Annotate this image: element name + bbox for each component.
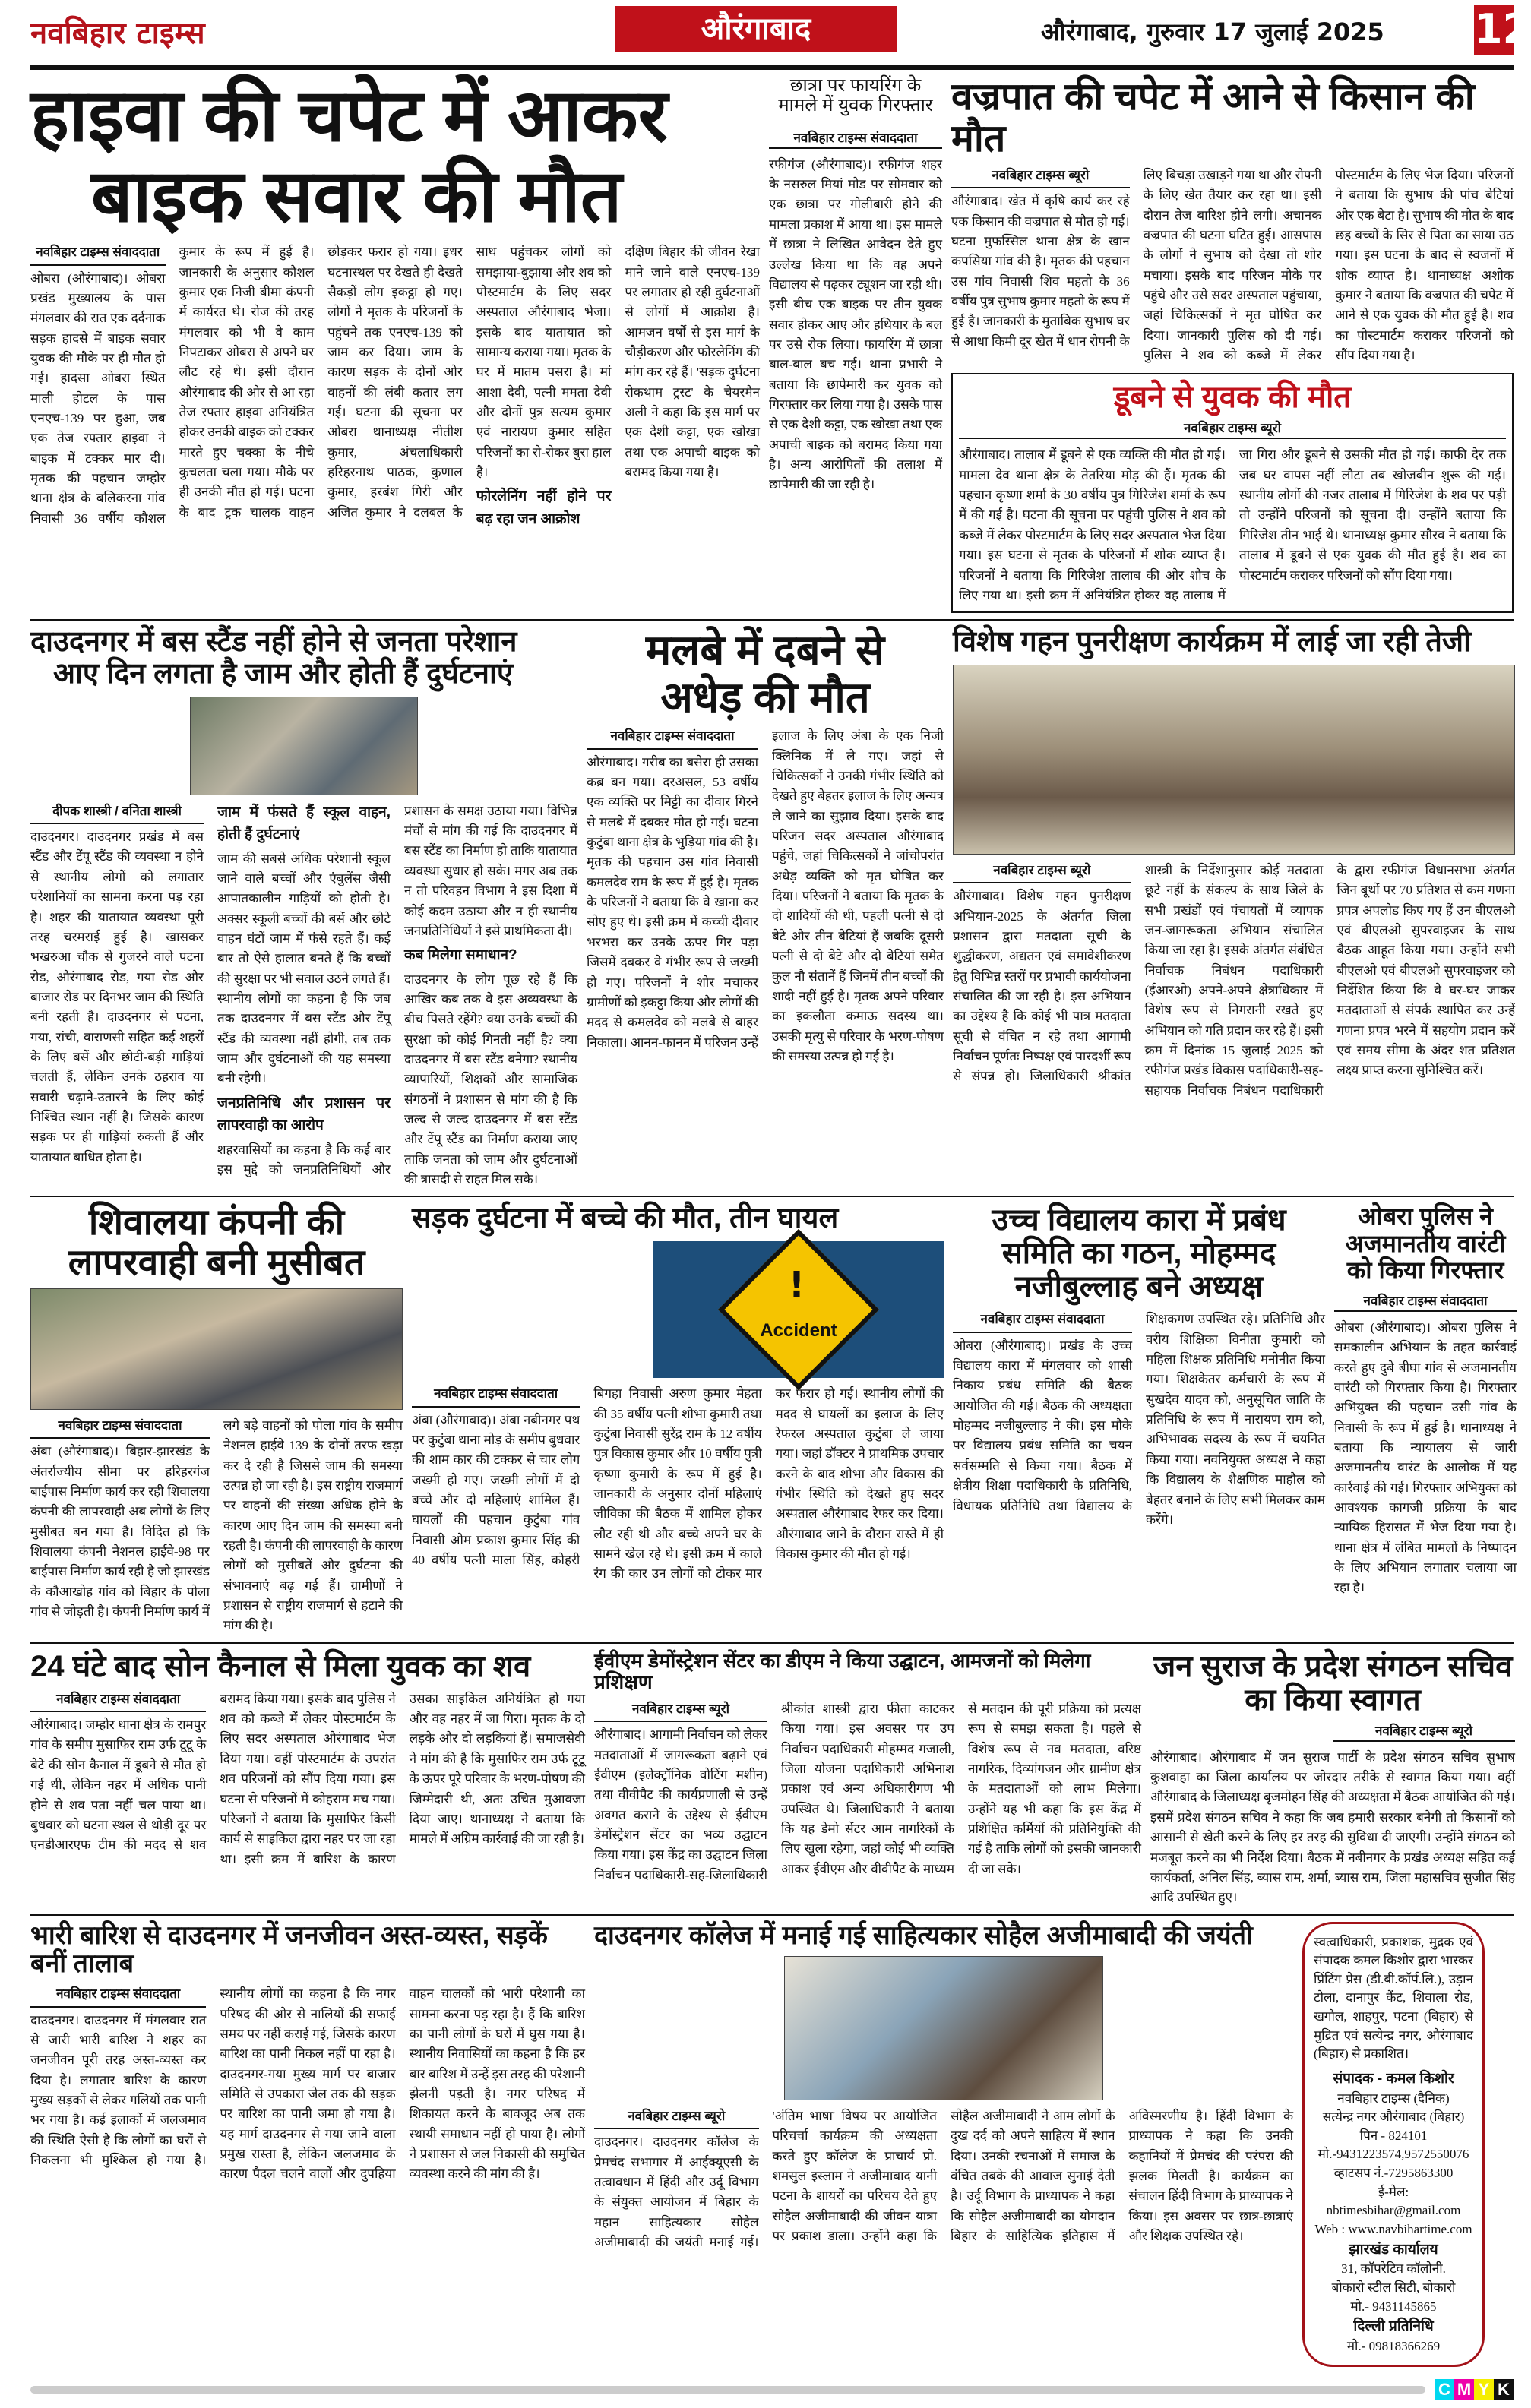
headline: हाइवा की चपेट में आकर (30, 75, 668, 156)
story-college (594, 1922, 1293, 2253)
imprint-email[interactable]: ई-मेल: nbtimesbihar@gmail.com (1326, 2184, 1461, 2218)
body-text: दाउदनगर। दाउदनगर कॉलेज के प्रेमचंद सभागार में आईक्यूएसी के तत्वावधान में हिंदी और उर्दू विभाग के संयुक्त आयोजन में बिहार के महान साहित्यकार सोहैल अजीमाबादी की जयंती मनाई गई। 'अंतिम भाषा' विषय पर आयोजित परिचर्चा कार्यक्रम की अध्यक्षता करते हुए कॉलेज के प्राचार्य प्रो. शमसुल इस्लाम ने अजीमाबाद यानी पटना के शायरों का परिचय देते हुए सोहैल अजीमाबादी की जीवन यात्रा पर प्रकाश डाला। उन्होंने कहा कि सोहैल अजीमाबादी ने आम लोगों के दुख दर्द को अपने साहित्य में स्थान दिया। उनकी रचनाओं में समाज के वंचित तबके की आवाज सुनाई देती है। उर्दू विभाग के प्राध्यापक ने कहा कि सोहैल अजीमाबादी का योगदान बिहार के साहित्यिक इतिहास में अविस्मरणीय है। हिंदी विभाग के प्राध्यापक ने कहा कि उनकी कहानियों में प्रेमचंद की परंपरा की झलक मिलती है। कार्यक्रम का संचालन हिंदी विभाग के प्राध्यापक ने किया। इस अवसर पर छात्र-छात्राएं और शिक्षक उपस्थित रहे। (594, 2108, 1293, 2249)
story-body (594, 1699, 1141, 1885)
byline: नवबिहार टाइम्स ब्यूरो (953, 861, 1131, 883)
imprint-text: स्वत्वाधिकारी, प्रकाशक, मुद्रक एवं संपादक कमल किशोर द्वारा भास्कर प्रिंटिंग प्रेस (डी.बी.कॉर्प.लि.), उड़ान टोला, दानापुर कैंट, शिवाला रोड, खगौल, शाहपुर, पटना (बिहार) से मुद्रित एवं सत्येन्द्र नगर, औरंगाबाद (बिहार) से प्रकाशित। (1314, 1934, 1473, 2062)
byline: नवबिहार टाइम्स संवाददाता (30, 1416, 210, 1439)
subheading: जनप्रतिनिधि और प्रशासन पर लापरवाही का आरोप (217, 1095, 391, 1134)
imprint-whatsapp: व्हाटसप नं.-7295863300 (1333, 2166, 1454, 2181)
byline: नवबिहार टाइम्स संवाददाता (30, 1984, 206, 2007)
imprint-jh-address: 31, कॉपरेटिव कॉलोनी. (1341, 2261, 1446, 2277)
newspaper-name: नवबिहार टाइम्स (30, 16, 205, 51)
story-barish (30, 1922, 585, 2185)
imprint-jh-mobile: मो.- 9431145865 (1350, 2299, 1437, 2314)
section-label: औरंगाबाद (615, 6, 897, 52)
story-body: रफीगंज (औरंगाबाद)। रफीगंज शहर के नसरुल मियां मोड पर सोमवार को एक छात्रा पर गोलीबारी होने की मामला प्रकाश में आया था। इस मामले में छात्रा ने लिखित आवेदन देते हुए उल्लेख किया था कि वह अपने विद्यालय से पढ़कर ट्यूशन जा रही थी। इसी बीच एक बाइक पर तीन युवक सवार होकर आए और हथियार के बल पर उसे रोक लिया। फायरिंग में छात्रा बाल-बाल बच गई। थाना प्रभारी ने बताया कि छापेमारी कर युवक को गिरफ्तार कर लिया गया है। उसके पास से एक देशी कट्टा, एक खोखा तथा एक अपाची बाइक को बरामद किया गया है। अन्य आरोपितों की तलाश में छापेमारी की जा रही है। (769, 156, 942, 492)
story-body (953, 1310, 1325, 1530)
row-2 (30, 627, 1514, 1197)
story-body (30, 1984, 585, 2184)
headline: डूबने से युवक की मौत (1113, 381, 1352, 415)
story-body (587, 726, 944, 1067)
story-haiva (30, 76, 760, 530)
story-body: ओबरा (औरंगाबाद)। ओबरा पुलिस ने समकालीन अभियान के तहत कार्रवाई करते हुए दुबे बीघा गांव से अजमानतीय वारंटी को गिरफ्तार किया है। गिरफ्तार अभियुक्त की पहचान उसी गांव के निवासी के रूप में हुई है। थानाध्यक्ष ने बताया कि न्यायालय से जारी अजमानतीय वारंट के आलोक में यह कार्रवाई की गई। गिरफ्तार अभियुक्त को आवश्यक कागजी प्रक्रिया के बाद न्यायिक हिरासत में भेज दिया गया है। थाना क्षेत्र में लंबित मामलों के निष्पादन के लिए अभियान लगातार चलाया जा रहा है। (1334, 1319, 1517, 1595)
story-body (412, 1384, 944, 1584)
body-text: दाउदनगर के लोग पूछ रहे हैं कि आखिर कब तक वे इस अव्यवस्था के बीच पिसते रहेंगे? क्या उनके बच्चों की सुरक्षा को कोई गिनती नहीं है? क्या दाउदनगर में बस स्टैंड बनेगा? स्थानीय व्यापारियों, शिक्षकों और सामाजिक संगठनों ने प्रशासन से मांग की है कि जल्द से जल्द दाउदनगर में बस स्टैंड और टेंपू स्टैंड का निर्माण कराया जाए ताकि जनता को जाम और दुर्घटनाओं की त्रासदी से राहत मिल सके। (404, 972, 577, 1187)
headline: विशेष गहन पुनरीक्षण कार्यक्रम में लाई जा रही तेजी (953, 626, 1471, 659)
story-doobne (951, 373, 1514, 613)
body-text: दाउदनगर। दाउदनगर में मंगलवार रात से जारी भारी बारिश ने शहर का जनजीवन पूरी तरह अस्त-व्यस्त कर दिया है। लगातार बारिश के कारण मुख्य सड़कों से लेकर गलियों तक पानी भर गया है। कई इलाकों में जलजमाव की स्थिति ऐसी है कि लोगों का घरों से निकलना भी मुश्किल हो गया है। स्थानीय लोगों का कहना है कि नगर परिषद की ओर से नालियों की सफाई समय पर नहीं कराई गई, जिसके कारण बारिश का पानी निकल नहीं पा रहा है। दाउदनगर-गया मुख्य मार्ग पर बाजार समिति से उपकारा जेल तक की सड़क पर बारिश का पानी जमा हो गया है। यह मार्ग दाउदनगर से गया जाने वाला प्रमुख रास्ता है, लेकिन जलजमाव के कारण पैदल चलने वालों और दुपहिया वाहन चालकों को भारी परेशानी का सामना करना पड़ रहा है। हैं कि बारिश का पानी लोगों के घरों में घुस गया है। स्थानीय निवासियों का कहना है कि हर बार बारिश में उन्हें इस तरह की परेशानी झेलनी पड़ती है। नगर परिषद में शिकायत करने के बावजूद अब तक स्थायी समाधान नहीं हो पाया है। लोगों ने प्रशासन से जल निकासी की समुचित व्यवस्था करने की मांग की है। (30, 1986, 585, 2182)
headline: भारी बारिश से दाउदनगर में जनजीवन अस्त-व्यस्त, सड़कें बनीं तालाब (30, 1920, 548, 1978)
headline: ईवीएम डेमोंस्ट्रेशन सेंटर का डीएम ने किया उद्घाटन, आमजनों को मिलेगा प्रशिक्षण (594, 1648, 1091, 1694)
imprint-jh-office: झारखंड कार्यालय (1349, 2241, 1438, 2258)
body-text: औरंगाबाद। खेत में कृषि कार्य कर रहे एक किसान की वज्रपात से मौत हो गई। घटना मुफस्सिल थाना क्षेत्र के खान कपसिया गांव की है। मृतक की पहचान उस गांव निवासी शिव महतो के 36 वर्षीय पुत्र सुभाष कुमार महतो के रूप में हुई है। जानकारी के मुताबिक सुभाष घर से आधा किमी दूर खेत में धान रोपनी के लिए बिचड़ा उखाड़ने गया था और रोपनी के लिए खेत तैयार कर रहा था। इसी दौरान तेज बारिश होने लगी। अचानक वज्रपात की घटना घटित हुई। आसपास के लोगों ने सुभाष को देखा तो शोर मचाया। इसके बाद परिजन मौके पर पहुंचे और उसे सदर अस्पताल पहुंचाया, जहां चिकित्सकों ने मृत घोषित कर दिया। जानकारी पुलिस को दी गई। पुलिस ने शव को कब्जे में लेकर पोस्टमार्टम के लिए भेज दिया। परिजनों ने बताया कि सुभाष की पांच बेटियां और एक बेटा है। सुभाष की मौत के बाद छह बच्चों के सिर से पिता का साया उठ गया। इस घटना के बाद से स्वजनों में शोक व्याप्त है। थानाध्यक्ष अशोक कुमार ने बताया कि वज्रपात की चपेट में आने से एक युवक की मौत हुई है। शव का पोस्टमार्टम कराकर परिजनों को सौंप दिया गया है। (951, 168, 1514, 363)
body-text: जाम की सबसे अधिक परेशानी स्कूल जाने वाले बच्चों और एंबुलेंस जैसी आपातकालीन गाड़ियों को होती है। अक्सर स्कूली बच्चों की बसें और छोटे वाहन घंटों जाम में फंसे रहते हैं। कई बार तो ऐसे हालात बनते हैं कि बच्चों की सुरक्षा पर भी सवाल उठने लगते हैं। स्थानीय लोगों का कहना है कि जब तक दाउदनगर में बस स्टैंड और टेंपू स्टैंड की व्यवस्था नहीं होगी, तब तक जाम और दुर्घटनाओं की यह समस्या बनी रहेगी। (217, 851, 391, 1086)
story-body: औरंगाबाद। औरंगाबाद में जन सुराज पार्टी के प्रदेश संगठन सचिव सुभाष कुशवाहा का जिला कार्यालय पर जोरदार तरीके से स्वागत किया गया। वहीं औरंगाबाद के जिलाध्यक्ष बृजमोहन सिंह की अध्यक्षता में बैठक आयोजित की गई। इसमें प्रदेश संगठन सचिव ने कहा कि जब हमारी सरकार बनेगी तो किसानों को आसानी से खेती करने के लिए हर तरह की सुविधा दी जाएगी। उन्होंने संगठन को मजबूत करने का भी निर्देश दिया। बैठक में नबीनगर के प्रखंड अध्यक्ष सहित कई कार्यकर्ता, अनिल सिंह, ब्यास राम, शर्मा, ब्यास राम, जिला महासचिव सुजीत सिंह आदि उपस्थित हुए। (1150, 1749, 1515, 1905)
row-1 (30, 76, 1514, 621)
cmyk-y: Y (1474, 2379, 1494, 2400)
headline: शिवालया कंपनी की लापरवाही बनी मुसीबत (68, 1202, 365, 1284)
byline: नवबिहार टाइम्स संवाददाता (30, 1689, 206, 1712)
warning-icon: ! (789, 1264, 805, 1306)
byline: नवबिहार टाइम्स संवाददाता (30, 242, 166, 265)
headline: ओबरा पुलिस ने अजमानतीय वारंटी को किया गिरफ्तार (1345, 1202, 1506, 1284)
right-column-group (951, 76, 1514, 613)
story-body (594, 2106, 1293, 2252)
byline: नवबिहार टाइम्स ब्यूरो (594, 2106, 759, 2129)
cmyk-registration-mark (1435, 2379, 1514, 2400)
imprint-web[interactable]: Web : www.navbihartime.com (1314, 2222, 1472, 2237)
byline: नवबिहार टाइम्स संवाददाता (1334, 1291, 1517, 1312)
kicker-headline: छात्रा पर फायरिंग के मामले में युवक गिरफ्तार (778, 75, 933, 116)
dateline: औरंगाबाद, गुरुवार 17 जुलाई 2025 (1041, 17, 1384, 46)
body-text: औरंगाबाद। जम्होर थाना क्षेत्र के रामपुर गांव के समीप मुसाफिर राम उर्फ टूटू के बेटे की सोन कैनाल में डूबने से मौत हो गई थी, लेकिन नहर में अधिक पानी होने से शव पता नहीं चल पाया था। बुधवार को घटना स्थल से थोड़ी दूर पर एनडीआरएफ टीम की मदद से शव बरामद किया गया। इसके बाद पुलिस ने शव को कब्जे में लेकर पोस्टमार्टम के लिए सदर अस्पताल औरंगाबाद भेज दिया गया। वहीं पोस्टमार्टम के उपरांत शव परिजनों को सौंप दिया गया। इस घटना से परिजनों में कोहराम मच गया। परिजनों ने बताया कि मुसाफिर किसी कार्य से साइकिल द्वारा नहर पर जा रहा था। इसी क्रम में बारिश के कारण उसका साइकिल अनियंत्रित हो गया और वह नहर में जा गिरा। मृतक के दो लड़के और दो लड़कियां हैं। समाजसेवी ने मांग की है कि मुसाफिर राम उर्फ टूटू के ऊपर पूरे परिवार के भरण-पोषण की जिम्मेदारी थी, अतः उचित मुआवजा दिया जाए। थानाध्यक्ष ने बताया कि मामले में अग्रिम कार्रवाई की जा रही है। (30, 1691, 585, 1866)
imprint-delhi: दिल्ली प्रतिनिधि (1353, 2318, 1434, 2335)
story-body (30, 1416, 403, 1636)
accident-label: Accident (760, 1320, 837, 1341)
byline: दीपक शास्त्री / वनिता शास्त्री (30, 801, 204, 824)
masthead (30, 0, 1531, 70)
imprint-editor: संपादक - कमल किशोर (1333, 2071, 1454, 2087)
body-text: दक्षिण बिहार की जीवन रेखा माने जाने वाले एनएच-139 पर लगातार हो रही दुर्घटनाओं से लोगों में आक्रोश है। आमजन वर्षों से इस मार्ग के चौड़ीकरण और फोरलेनिंग की मांग कर रहे हैं। 'सड़क दुर्घटना रोकथाम ट्रस्ट' के चेयरमैन अली ने कहा कि इस मार्ग पर एक देशी कट्टा, एक खोखा तथा एक अपाची बाइक को बरामद किया गया है। (625, 245, 760, 479)
story-malba (587, 627, 944, 1067)
body-text: औरंगाबाद। विशेष गहन पुनरीक्षण अभियान-2025 के अंतर्गत जिला प्रशासन द्वारा मतदाता सूची के शुद्धीकरण, अद्यतन एवं समावेशीकरण हेतु विभिन्न स्तरों पर प्रभावी कार्ययोजना संचालित की जा रही है। इस अभियान का उद्देश्य है कि कोई भी पात्र मतदाता सूची से वंचित न रहे तथा आगामी निर्वाचन पूर्णतः निष्पक्ष एवं पारदर्शी रूप से संपन्न हो। जिलाधिकारी श्रीकांत शास्त्री के निर्देशानुसार कोई मतदाता छूटे नहीं के संकल्प के साथ जिले के सभी प्रखंडों एवं पंचायतों में व्यापक जन-जागरूकता अभियान संचालित किया जा रहा है। इसके अंतर्गत संबंधित निर्वाचक निबंधन पदाधिकारी (ईआरओ) अपने-अपने क्षेत्राधिकार में विशेष रूप से निगरानी रखते हुए अभियान को गति प्रदान कर रहे हैं। इसी क्रम में दिनांक 15 जुलाई 2025 को रफीगंज प्रखंड विकास पदाधिकारी-सह-सहायक निर्वाचक निबंधन पदाधिकारी के द्वारा रफीगंज विधानसभा अंतर्गत जिन बूथों पर 70 प्रतिशत से कम गणना प्रपत्र अपलोड किए गए हैं उन बीएलओ एवं बीएलओ सुपरवाइजर के साथ बैठक आहूत किया गया। उन्होंने सभी बीएलओ एवं बीएलओ सुपरवाइजर को निर्देशित किया कि वे घर-घर जाकर मतदाताओं से संपर्क स्थापित कर उन्हें गणना प्रपत्र भरने में सहयोग प्रदान करें एवं समय सीमा के अंदर शत प्रतिशत लक्ष्य प्राप्त करना सुनिश्चित करें। (953, 862, 1515, 1098)
body-text: ओबरा (औरंगाबाद)। प्रखंड के उच्च विद्यालय कारा में मंगलवार को शासी निकाय प्रबंध समिति की बैठक आयोजित की गई। बैठक की अध्यक्षता मोहम्मद नजीबुल्लाह ने की। इस मौके पर विद्यालय प्रबंध समिति का चयन सर्वसम्मति से किया गया। बैठक में क्षेत्रीय शिक्षा पदाधिकारी के प्रतिनिधि, विधायक प्रतिनिधि तथा विद्यालय के शिक्षकगण उपस्थित रहे। प्रतिनिधि और वरीय शिक्षिका विनीता कुमारी को महिला शिक्षक प्रतिनिधि मनोनीत किया गया। शिक्षकेतर कर्मचारी के रूप में सुखदेव यादव को, अनुसूचित जाति के प्रतिनिधि के रूप में नारायण राम को, अभिभावक सदस्य के रूप में चयनित किया गया। नवनियुक्त अध्यक्ष ने कहा कि विद्यालय के शैक्षणिक माहौल को बेहतर बनाने के लिए सभी मिलकर काम करेंगे। (953, 1312, 1325, 1527)
story-shivalaya (30, 1203, 403, 1635)
story-kara (953, 1203, 1325, 1530)
byline: नवबिहार टाइम्स ब्यूरो (594, 1699, 767, 1722)
jam-photo (30, 1288, 403, 1410)
story-jansuraj (1150, 1650, 1515, 1908)
headline: आए दिन लगता है जाम और होती हैं दुर्घटनाएं (53, 657, 513, 690)
subheading: जाम में फंसते हैं स्कूल वाहन, होती हैं दुर्घटनाएं (217, 804, 391, 843)
body-text: अंबा (औरंगाबाद)। अंबा नबीनगर पथ पर कुटुंबा थाना मोड़ के समीप बुधवार की शाम कार की टक्कर से चार लोग जख्मी हो गए। जख्मी लोगों में दो बच्चे और दो महिलाएं शामिल हैं। घायलों की पहचान कुटुंबा गांव निवासी ओम प्रकाश कुमार सिंह की 40 वर्षीय पत्नी माला सिंह, कोहरी बिगहा निवासी अरुण कुमार मेहता की 35 वर्षीय पत्नी शोभा कुमारी तथा कुटुंबा निवासी सुरेंद्र राम के 12 वर्षीय पुत्र विकास कुमार और 10 वर्षीय पुत्री कृष्णा कुमारी के रूप में हुई है। जानकारी के अनुसार दोनों महिलाएं जीविका की बैठक में शामिल होकर लौट रही थी और बच्चे अपने घर के सामने खेल रहे थे। इसी क्रम में काले रंग की कार उन लोगों को टोकर मार कर फरार हो गई। स्थानीय लोगों की मदद से घायलों का इलाज के लिए रेफरल अस्पताल कुटुंबा ले जाया गया। जहां डॉक्टर ने प्राथमिक उपचार करने के बाद शोभा और विकास की गंभीर स्थिति को देखते हुए सदर अस्पताल औरंगाबाद रेफर कर दिया। औरंगाबाद जाने के दौरान रास्ते में ही विकास कुमार की मौत हो गई। (412, 1386, 944, 1582)
story-evm (594, 1650, 1141, 1885)
body-text: अंबा (औरंगाबाद)। बिहार-झारखंड के अंतर्राज्यीय सीमा पर हरिहरगंज बाईपास निर्माण कार्य कर रही शिवालया कंपनी की लापरवाही अब लोगों के लिए मुसीबत बन गया है। विदित हो कि शिवालया कंपनी नेशनल हाईवे-98 पर बाईपास निर्माण कार्य रही है जो झारखंड के कौआखोह गांव को बिहार के पोला गांव से जोड़ती है। कंपनी निर्माण कार्य में लगे बड़े वाहनों को पोला गांव के समीप नेशनल हाईवे 139 के दोनों तरफ खड़ा कर दे रही है जिससे जाम की समस्या उत्पन्न हो जा रही है। इस राष्ट्रीय राजमार्ग पर वाहनों की संख्या अधिक होने के कारण आए दिन जाम की समस्या बनी रहती है। कंपनी की लापरवाही के कारण लोगों को मुसीबतें और दुर्घटना की संभावनाएं बढ़ गई हैं। ग्रामीणों ने प्रशासन से राष्ट्रीय राजमार्ग से हटाने की मांग की है। (30, 1418, 403, 1633)
headline: दाउदनगर में बस स्टैंड नहीं होने से जनता परेशान (30, 626, 517, 659)
story-soncanal (30, 1650, 585, 1869)
college-event-photo (784, 1956, 1103, 2100)
headline: उच्च विद्यालय कारा में प्रबंध समिति का गठन, मोहम्मद नजीबुल्लाह बने अध्यक्ष (992, 1203, 1286, 1304)
imprint-box (1302, 1922, 1485, 2368)
subheading: फोरलेनिंग नहीं होने पर बढ़ रहा जन आक्रोश (476, 488, 612, 527)
row-3 (30, 1202, 1517, 1643)
body-text: शहरवासियों का कहना है कि कई बार इस मुद्दे को जनप्रतिनिधियों और प्रशासन के समक्ष उठाया गया। विभिन्न मंचों से मांग की गई कि दाउदनगर में बस स्टैंड का निर्माण हो ताकि यातायात व्यवस्था सुधार हो सके। मगर अब तक न तो परिवहन विभाग ने इस दिशा में कोई कदम उठाया और न ही स्थानीय जनप्रतिनिधियों ने इसे प्राथमिकता दी। (217, 803, 577, 1177)
story-obra (1334, 1203, 1517, 1597)
imprint-jh-address: बोकारो स्टील सिटी, बोकारो (1331, 2280, 1456, 2295)
headline: 24 घंटे बाद सोन कैनाल से मिला युवक का शव (30, 1649, 531, 1683)
imprint-mobile: मो.-9431223574,9572550076 (1317, 2147, 1469, 2162)
bus-stand-photo (190, 697, 418, 795)
story-body: औरंगाबाद। तालाब में डूबने से एक व्यक्ति की मौत हो गई। मामला देव थाना क्षेत्र के तेतरिया मोड़ की हैं। मृतक की पहचान कृष्णा शर्मा के 30 वर्षीय पुत्र गिरिजेश शर्मा के रूप में की गई है। घटना की सूचना पर पहुंची पुलिस ने शव को कब्जे में लेकर पोस्टमार्टम के लिए सदर अस्पताल भेज दिया गया। इस घटना से मृतक के परिजनों में शोक व्याप्त है। परिजनों ने बताया कि गिरिजेश तालाब की ओर शौच के लिए गया था। इसी क्रम में अनियंत्रित होकर वह तालाब में जा गिरा और डूबने से उसकी मौत हो गई। काफी देर तक जब घर वापस नहीं लौटा तब खोजबीन शुरू की गई। स्थानीय लोगों की नजर तालाब में गिरिजेश के शव पर पड़ी तो उन्होंने परिजनों को सूचना दी। उन्होंने बताया कि गिरिजेश तीन भाई थे। थानाध्यक्ष कुमार सौरव ने बताया कि तालाब में डूबने से एक युवक की मौत हुई है। शव का पोस्टमार्टम कराकर परिजनों को सौंप दिया गया। (959, 447, 1506, 602)
byline: नवबिहार टाइम्स ब्यूरो (951, 166, 1130, 188)
imprint-paper: नवबिहार टाइम्स (दैनिक) (1337, 2090, 1450, 2106)
footer (30, 2379, 1514, 2400)
cmyk-k: K (1494, 2379, 1514, 2400)
byline: नवबिहार टाइम्स संवाददाता (412, 1384, 580, 1407)
imprint-delhi-mobile: मो.- 09818366269 (1346, 2338, 1441, 2353)
body-text: औरंगाबाद। गरीब का बसेरा ही उसका कब्र बन गया। दरअसल, 53 वर्षीय एक व्यक्ति पर मिट्टी का दीवार गिरने से मलबे में दबकर मौत हो गई। घटना कुटुंबा थाना क्षेत्र के भुड़िया गांव की है। मृतक की पहचान उस गांव निवासी कमलदेव राम के रूप में हुई है। मृतक के परिजनों ने बताया कि वे खाना कर सोए हुए थे। इसी क्रम में कच्ची दीवार भरभरा कर उनके ऊपर गिर पड़ा जिसमें दबकर वे गंभीर रूप से जख्मी हो गए। परिजनों ने शोर मचाकर ग्रामीणों को इकट्ठा किया और लोगों की मदद से कमलदेव को मलबे से बाहर निकाला। आनन-फानन में परिजन उन्हें इलाज के लिए अंबा के एक निजी क्लिनिक में ले गए। जहां से चिकित्सकों ने उनकी गंभीर स्थिति को देखते हुए बेहतर इलाज के लिए अन्यत्र ले जाने का सुझाव दिया। इसके बाद परिजन सदर अस्पताल औरंगाबाद पहुंचे, जहां चिकित्सकों ने जांचोपरांत अधेड़ व्यक्ति को मृत घोषित कर दिया। परिजनों ने बताया कि मृतक के दो शादियों की थी, पहली पत्नी से दो बेटे और तीन बेटियां हैं जबकि दूसरी पत्नी से दो बेटे और दो बेटियां समेत कुल नौ संतानें हैं जिनमें तीन बच्चों की शादी नहीं हुई है। मृतक अपने परिवार का इकलौता कमाऊ सदस्य था। उसकी मृत्यु से परिवार के भरण-पोषण की समस्या उत्पन्न हो गई है। (587, 728, 944, 1063)
cmyk-m: M (1454, 2379, 1474, 2400)
story-sadak (412, 1203, 944, 1584)
byline: नवबिहार टाइम्स संवाददाता (769, 128, 942, 149)
byline: नवबिहार टाइम्स ब्यूरो (959, 419, 1506, 439)
subheading: कब मिलेगा समाधान? (404, 947, 517, 964)
accident-illustration (653, 1241, 944, 1378)
story-vajrapat (951, 76, 1514, 365)
headline: बाइक सवार की मौत (91, 155, 622, 237)
byline: नवबिहार टाइम्स संवाददाता (953, 1310, 1132, 1332)
page-number: 12 (1474, 5, 1531, 53)
story-busstand (30, 627, 577, 1190)
imprint-address: सत्येन्द्र नगर औरंगाबाद (बिहार) (1322, 2109, 1465, 2125)
cmyk-c: C (1435, 2379, 1454, 2400)
story-firing (769, 76, 942, 495)
imprint-pin: पिन - 824101 (1359, 2128, 1428, 2143)
warning-sign-shape (718, 1229, 879, 1390)
body-text: दाउदनगर। दाउदनगर प्रखंड में बस स्टैंड और टेंपू स्टैंड की व्यवस्था न होने से स्थानीय लोगों को लगातार परेशानियों का सामना करना पड़ रहा है। शहर की यातायात व्यवस्था पूरी तरह चरमराई हुई है। खासकर भखरुआ चौक से गुजरने वाले पटना रोड, औरंगाबाद रोड, गया रोड और बाजार रोड पर दिनभर जाम की स्थिति बनी रहती है। दाउदनगर से पटना, गया, रांची, वाराणसी सहित कई शहरों के लिए बसें और छोटी-बड़ी गाड़ियां चलती हैं, लेकिन उनके ठहराव या सवारी चढ़ाने-उतारने के लिए कोई निश्चित स्थान नहीं है। जिसके कारण सड़क पर ही गाड़ियां रुकती हैं और यातायात बाधित होता है। (30, 830, 204, 1164)
body-text: ओबरा (औरंगाबाद)। ओबरा प्रखंड मुख्यालय के पास मंगलवार की रात एक दर्दनाक सड़क हादसे में बाइक सवार युवक की मौके पर ही मौत हो गई। हादसा ओबरा स्थित माली होटल के पास एनएच-139 पर हुआ, जब एक तेज रफ्तार हाइवा ने बाइक में टक्कर मार दी। मृतक की पहचान जम्होर थाना क्षेत्र के बलिकरना गांव निवासी 36 वर्षीय कौशल कुमार के रूप में हुई है। जानकारी के अनुसार कौशल कुमार एक निजी बीमा कंपनी में कार्यरत थे। रोज की तरह मंगलवार को भी वे काम निपटाकर ओबरा से अपने घर लौट रहे थे। इसी दौरान औरंगाबाद की ओर से आ रहा तेज रफ्तार हाइवा अनियंत्रित होकर उनकी बाइक को टक्कर मारते हुए चक्का के नीचे कुचलता चला गया। मौके पर ही उनकी मौत हो गई। घटना के बाद ट्रक चालक वाहन छोड़कर फरार हो गया। इधर घटनास्थल पर देखते ही देखते सैकड़ों लोग इकट्ठा हो गए। लोगों ने मृतक के परिजनों के पहुंचने तक एनएच-139 को जाम कर दिया। जाम के कारण सड़क के दोनों ओर वाहनों की लंबी कतार लग गई। घटना की सूचना पर ओबरा थानाध्यक्ष नीतीश कुमार, अंचलाधिकारी हरिहरनाथ पाठक, कुणाल कुमार, हरबंश गिरी और अजित कुमार ने दलबल के साथ पहुंचकर लोगों को समझाया-बुझाया और शव को पोस्टमार्टम के लिए सदर अस्पताल औरंगाबाद भेजा। इसके बाद यातायात को सामान्य कराया गया। मृतक के घर में मातम पसरा है। मां आशा देवी, पत्नी ममता देवी और दोनों पुत्र सत्यम कुमार एवं नारायण कुमार सहित परिजनों का रो-रोकर बुरा हाल है। (30, 245, 612, 526)
meeting-photo (953, 665, 1515, 855)
story-body (30, 242, 760, 530)
headline: अधेड़ की मौत (660, 672, 870, 721)
row-5 (30, 1922, 1514, 2374)
byline: नवबिहार टाइम्स ब्यूरो (1333, 1721, 1515, 1742)
story-punarikshan (953, 627, 1515, 1101)
headline: मलबे में दबने से (645, 626, 885, 675)
story-body (30, 801, 577, 1190)
headline: सड़क दुर्घटना में बच्चे की मौत, तीन घायल (412, 1202, 839, 1235)
headline: दाउदनगर कॉलेज में मनाई गई साहित्यकार सोहैल अजीमाबादी की जयंती (594, 1920, 1253, 1950)
story-body (951, 166, 1514, 365)
body-text: औरंगाबाद। आगामी निर्वाचन को लेकर मतदाताओं में जागरूकता बढ़ाने एवं ईवीएम (इलेक्ट्रॉनिक वोटिंग मशीन) तथा वीवीपैट की कार्यप्रणाली से उन्हें अवगत कराने के उद्देश्य से ईवीएम डेमोंस्ट्रेशन सेंटर का भव्य उद्घाटन किया गया। इस केंद्र का उद्घाटन जिला निर्वाचन पदाधिकारी-सह-जिलाधिकारी श्रीकांत शास्त्री द्वारा फीता काटकर किया गया। इस अवसर पर उप निर्वाचन पदाधिकारी मोहम्मद गजाली, जिला योजना पदाधिकारी अभिनाश प्रकाश एवं अन्य अधिकारीगण भी उपस्थित थे। जिलाधिकारी ने बताया कि यह डेमो सेंटर आम नागरिकों के लिए खुला रहेगा, जहां कोई भी व्यक्ति आकर ईवीएम और वीवीपैट के माध्यम से मतदान की पूरी प्रक्रिया को प्रत्यक्ष रूप से समझ सकता है। पहले से विशेष रूप से नव मतदाता, वरिष्ठ नागरिक, दिव्यांगजन और ग्रामीण क्षेत्र के मतदाताओं को लाभ मिलेगा। उन्होंने यह भी कहा कि इस केंद्र में प्रशिक्षित कर्मियों की प्रतिनियुक्ति की गई है ताकि लोगों को इसकी जानकारी दी जा सके। (594, 1701, 1141, 1882)
bottom-strip (30, 2386, 1425, 2394)
byline: नवबिहार टाइम्स संवाददाता (587, 726, 758, 749)
row-4 (30, 1650, 1514, 1916)
story-body (953, 861, 1515, 1101)
headline: वज्रपात की चपेट में आने से किसान की मौत (951, 75, 1475, 160)
headline: जन सुराज के प्रदेश संगठन सचिव का किया स्वागत (1153, 1649, 1513, 1717)
story-body (30, 1689, 585, 1869)
